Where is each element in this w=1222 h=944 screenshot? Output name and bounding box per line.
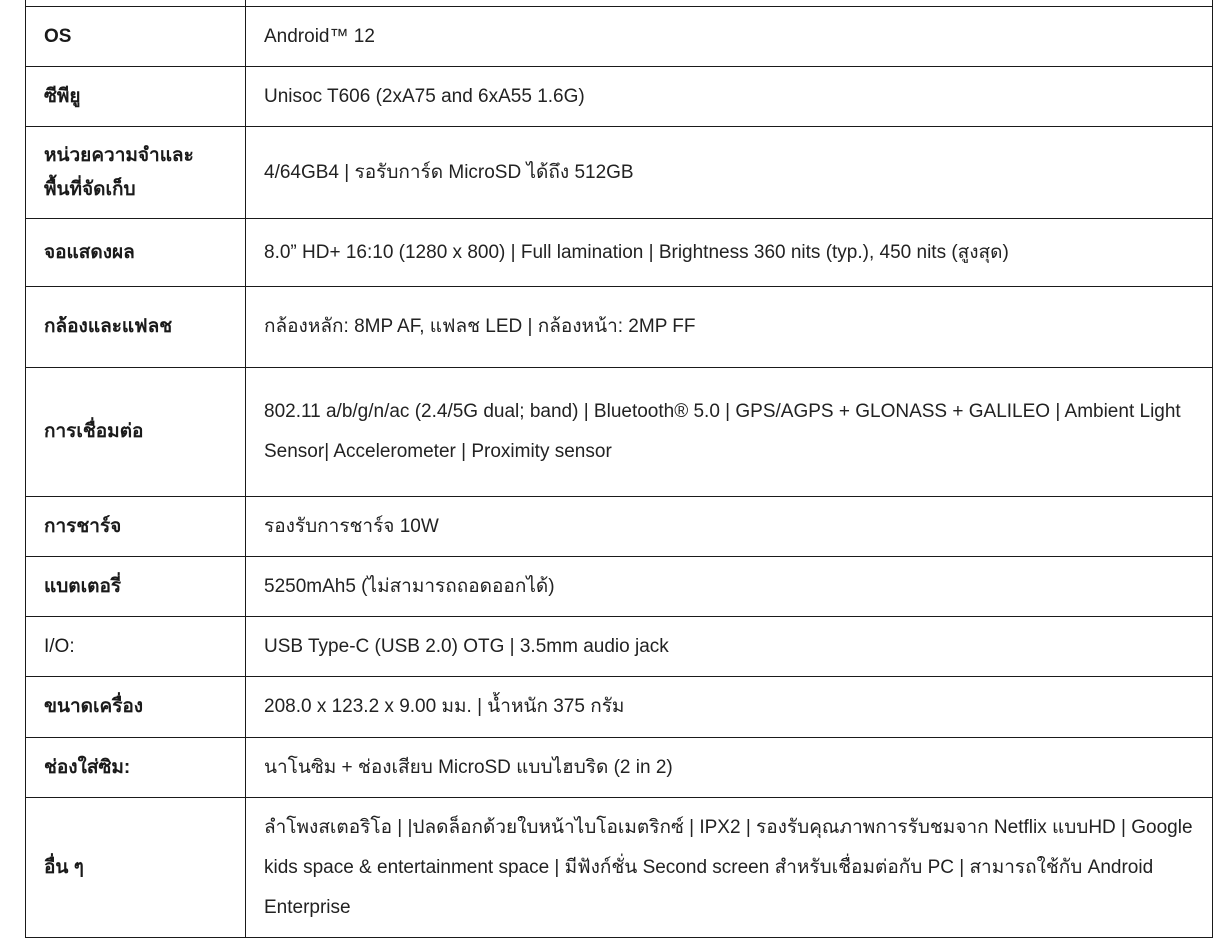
table-row-os [26,7,1213,67]
row-label: การชาร์จ [26,497,246,557]
table-row-connectivity [26,368,1213,497]
table-row-display [26,219,1213,287]
table-row-memory [26,127,1213,219]
table-row-charging [26,497,1213,557]
row-value: Unisoc T606 (2xA75 and 6xA55 1.6G) [246,67,1213,127]
table-row-io [26,617,1213,677]
row-label: หน่วยความจำและพื้นที่จัดเก็บ [26,127,246,219]
table-row-dimensions [26,677,1213,738]
row-value: 4/64GB4 | รอรับการ์ด MicroSD ได้ถึง 512GB [246,127,1213,219]
spec-table [25,0,1213,938]
row-value: ลำโพงสเตอริโอ | |ปลดล็อกด้วยใบหน้าไบโอเมตริกซ์ | IPX2 | รองรับคุณภาพการรับชมจาก Netflix แบบHD | Google kids space & entertainment space | มีฟังก์ชั่น Second screen สำหรับเชื่อมต่อกับ PC | สามารถใช้กับ Android Enterprise [246,798,1213,938]
row-label: I/O: [26,617,246,677]
row-label: ซีพียู [26,67,246,127]
row-label: OS [26,7,246,67]
row-label: จอแสดงผล [26,219,246,287]
row-value: 208.0 x 123.2 x 9.00 มม. | น้ำหนัก 375 กรัม [246,677,1213,738]
row-value: 5250mAh5 (ไม่สามารถถอดออกได้) [246,557,1213,617]
row-value: 802.11 a/b/g/n/ac (2.4/5G dual; band) | Bluetooth® 5.0 | GPS/AGPS + GLONASS + GALILEO | Ambient Light Sensor| Accelerometer | Proximity sensor [246,368,1213,497]
row-label: กล้องและแฟลช [26,287,246,368]
table-row-other [26,798,1213,938]
row-label: อื่น ๆ [26,798,246,938]
row-value: นาโนซิม + ช่องเสียบ MicroSD แบบไฮบริด (2 in 2) [246,738,1213,798]
row-label: ขนาดเครื่อง [26,677,246,738]
row-label: ช่องใส่ซิม: [26,738,246,798]
row-value: Android™ 12 [246,7,1213,67]
table-row-sim [26,738,1213,798]
table-row-battery [26,557,1213,617]
row-value: รองรับการชาร์จ 10W [246,497,1213,557]
table-row-camera [26,287,1213,368]
row-value: 8.0” HD+ 16:10 (1280 x 800) | Full lamination | Brightness 360 nits (typ.), 450 nits (สูงสุด) [246,219,1213,287]
row-value: กล้องหลัก: 8MP AF, แฟลช LED | กล้องหน้า: 2MP FF [246,287,1213,368]
row-label: การเชื่อมต่อ [26,368,246,497]
table-row-cpu [26,67,1213,127]
row-label: แบตเตอรี่ [26,557,246,617]
row-value: USB Type-C (USB 2.0) OTG | 3.5mm audio jack [246,617,1213,677]
